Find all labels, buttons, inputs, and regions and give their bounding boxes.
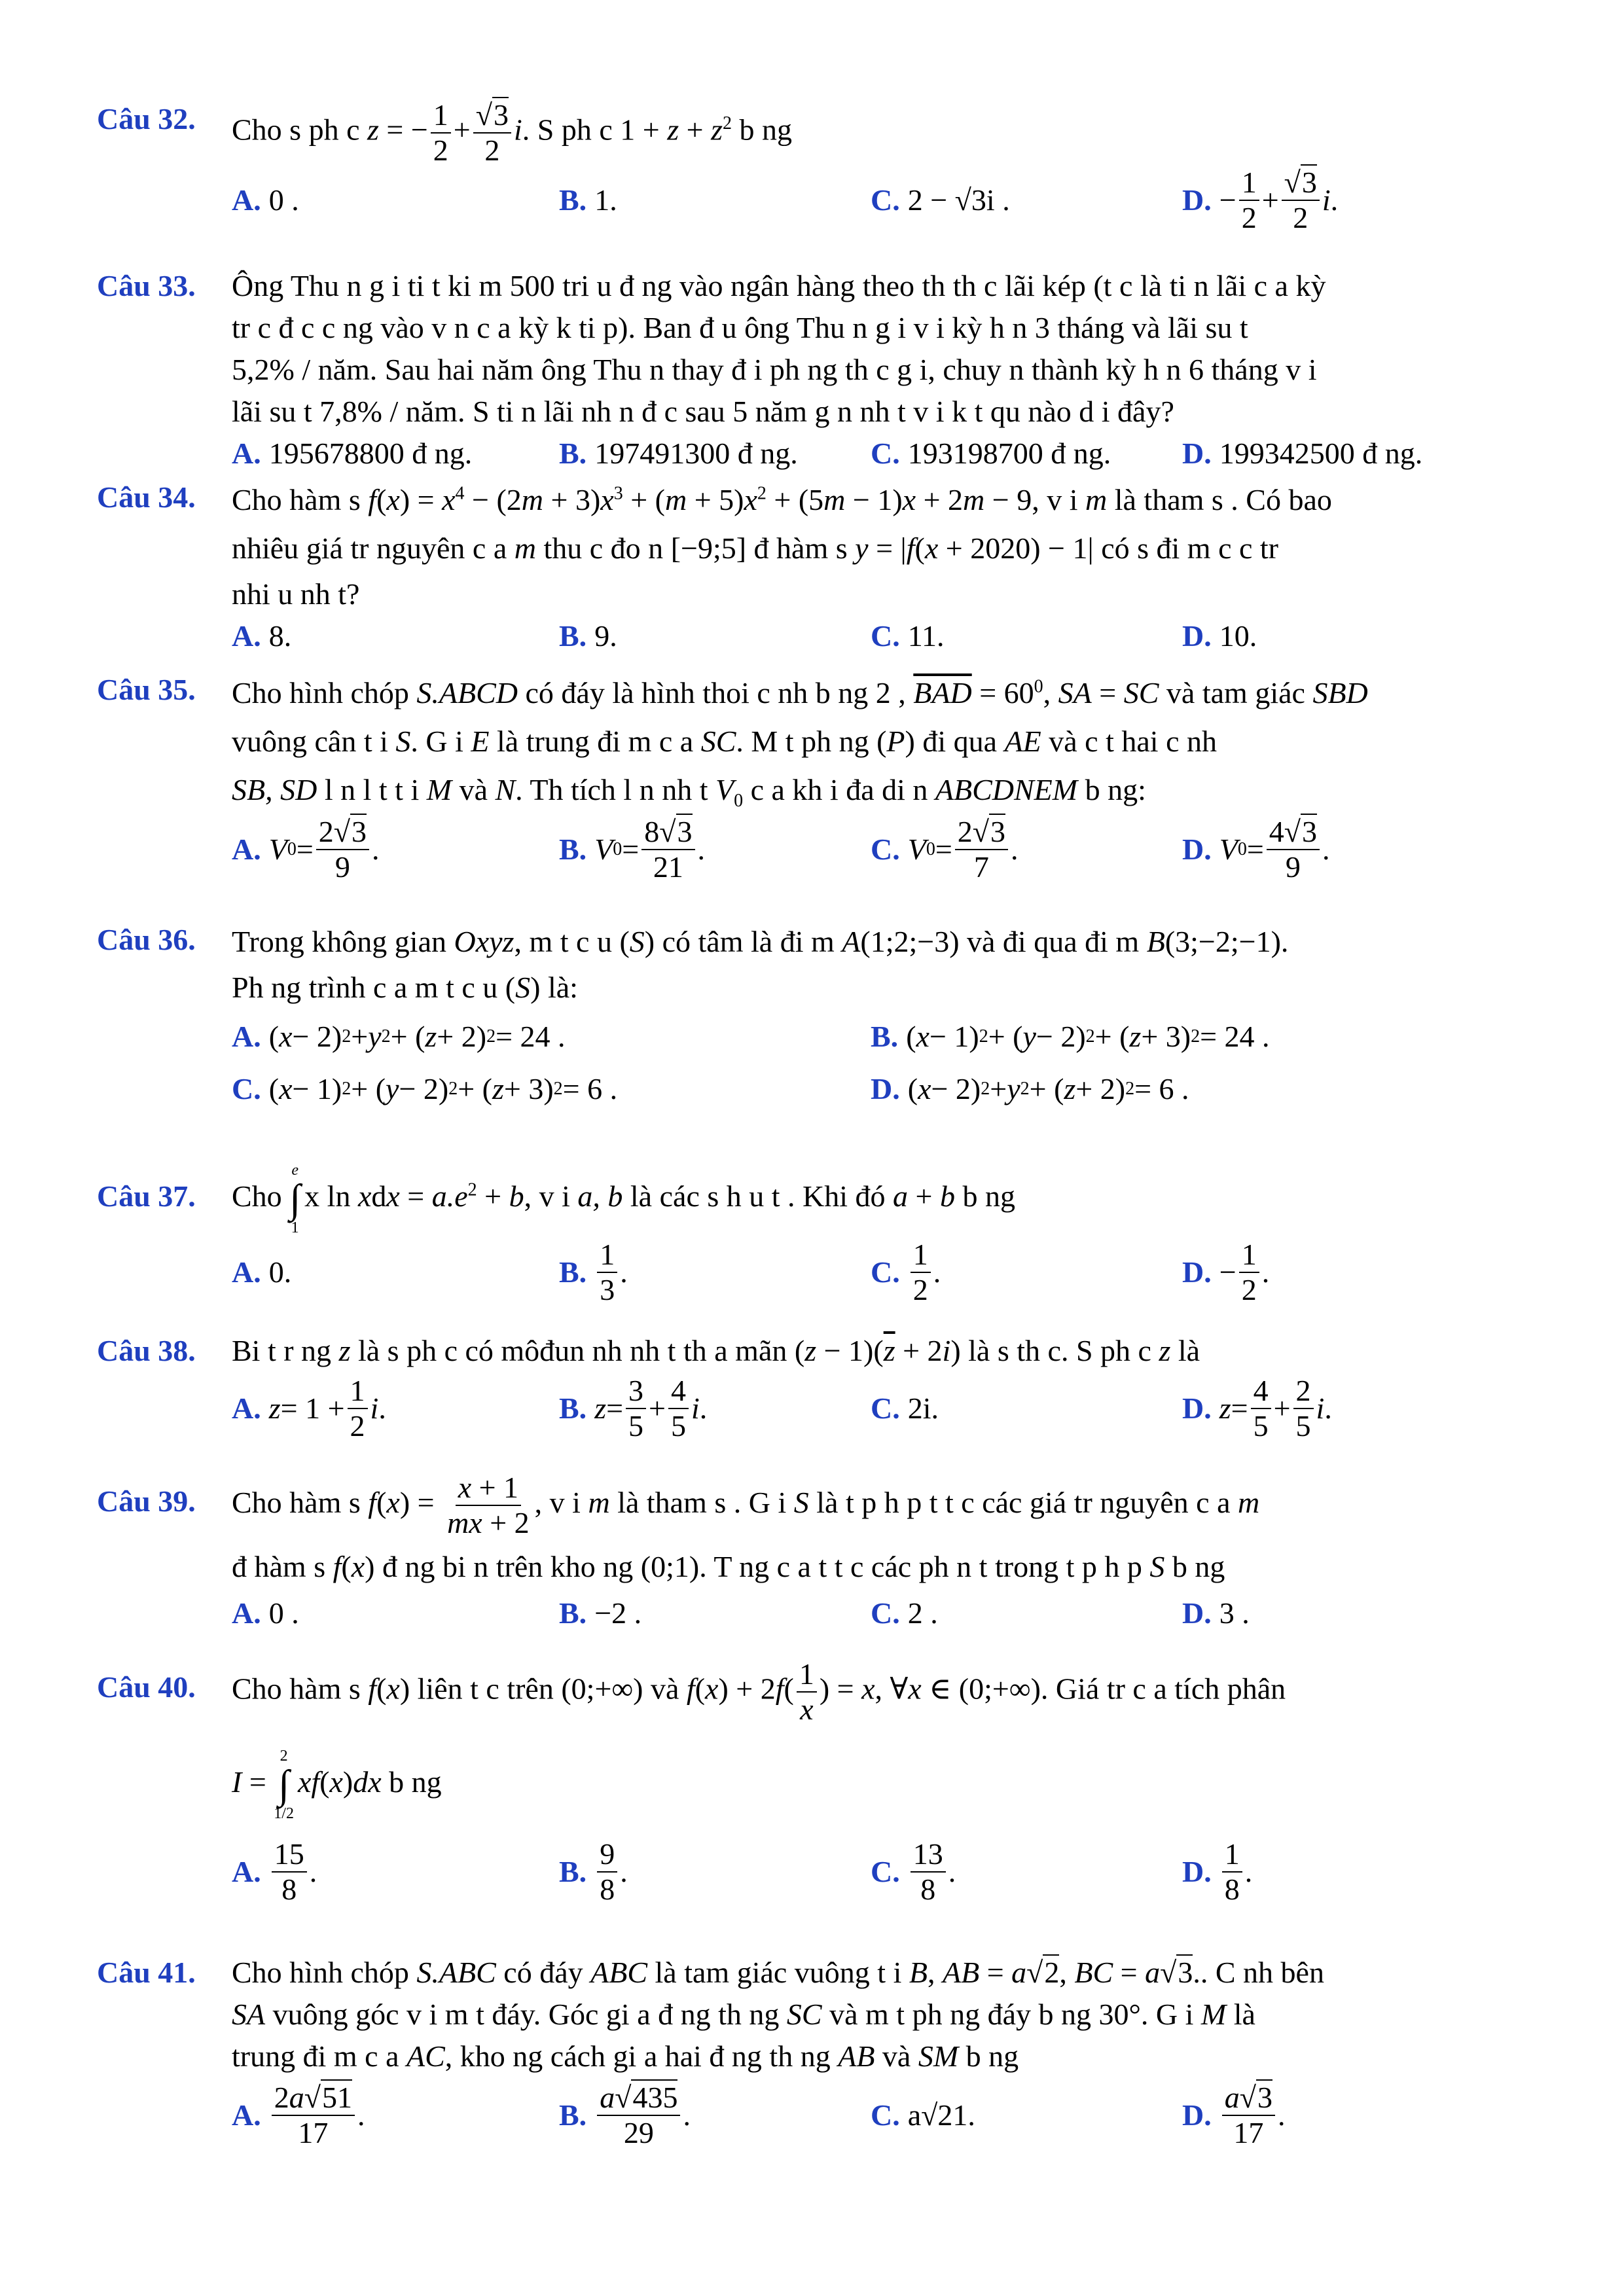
question-number: Câu 34. — [97, 480, 196, 514]
option-b[interactable]: B. 9. — [559, 619, 617, 653]
question-37: Câu 37. Cho e ∫ 1 x ln xdx = $a.e^2 + b$, v i a, b là các s h u t . Khi đó a + b b ng A. 0. B. 1 3 . C. 1 2 . D. − 1 2 . — [97, 1157, 1537, 1308]
option-d[interactable]: D. − 1 2 + √3 2 i . — [1182, 166, 1339, 234]
question-number: Câu 41. — [97, 1956, 196, 1989]
question-38: Câu 38. Bi t r ng z là s ph c có môđun nh nh t th a mãn $(z - 1)(\overline{z} + 2i)$ là s th c. S ph c z là A. z = 1 + 1 2 i . B. z = 3 5 + 4 5 i . C. 2i. D. z = 4 5 + 2 5 i . — [97, 1330, 1537, 1445]
option-d[interactable]: D. − 1 2 . — [1182, 1238, 1270, 1307]
option-a[interactable]: A. ( x − 2) 2 + y 2 + ( z + 2) 2 = 24 . — [232, 1020, 566, 1053]
option-c[interactable]: C. 13 8 . — [871, 1837, 956, 1906]
option-d[interactable]: D. ( x − 2) 2 + y 2 + ( z + 2) 2 = 6 . — [871, 1072, 1189, 1105]
question-33: Câu 33. Ông Thu n g i ti t ki m 500 tri u đ ng vào ngân hàng theo th th c lãi kép (t c là ti n lãi c a kỳ tr c đ c c ng vào v n c a kỳ k ti p). Ban đ u ông Thu n g i v i kỳ h n 3 tháng và lãi su t 5,2% / năm. Sau hai năm ông Thu n thay đ i ph ng th c g i, chuy n thành kỳ h n 6 tháng v i lãi su t 7,8% / năm. S ti n lãi nh n đ c sau 5 năm g n nh t v i k t qu nào d i đây? A. 195678800 đ ng. B. 197491300 đ ng. C. 193198700 đ ng. D. 199342500 đ ng. — [97, 265, 1537, 475]
option-c[interactable]: C. 2 − √3i . — [871, 183, 1010, 217]
question-number: Câu 32. — [97, 102, 196, 135]
option-a[interactable]: A. z = 1 + 1 2 i . — [232, 1374, 386, 1443]
option-b[interactable]: B. 9 8 . — [559, 1837, 628, 1906]
question-number: Câu 36. — [97, 923, 196, 956]
question-32: Câu 32. Cho s ph c z = − $\frac{1}{2}$ + $\frac{√3}{2}$ i. S ph c $1 + z + z^2$ b ng A. 0 . B. 1. C. 2 − √3i . D. − 1 2 + √3 2 i . — [97, 98, 1339, 234]
option-c[interactable]: C. V 0 = 2√3 7 . — [871, 815, 1019, 884]
option-c[interactable]: C. 11. — [871, 619, 945, 653]
option-d[interactable]: D. 3 . — [1182, 1596, 1250, 1630]
option-b[interactable]: B. 1. — [559, 183, 617, 217]
question-40: Câu 40. Cho hàm s f(x) liên t c trên (0;+∞) và f(x) + 2f( $\frac{1}{x}$ ) = x, ∀x ∈ (0;+∞). Giá tr c a tích phân I = 2 ∫ 1/2 xf(x)dx b ng A. 15 8 . B. 9 8 . C. 13 8 . D. 1 8 . — [97, 1657, 1286, 1906]
option-a[interactable]: A. 2a√51 17 . — [232, 2081, 365, 2149]
question-number: Câu 33. — [97, 269, 196, 302]
option-a[interactable]: A. V 0 = 2√3 9 . — [232, 815, 380, 884]
option-c[interactable]: C. ( x − 1) 2 + ( y − 2) 2 + ( z + 3) 2 = 6 . — [232, 1072, 618, 1105]
question-number: Câu 35. — [97, 673, 196, 706]
question-number: Câu 38. — [97, 1334, 196, 1367]
question-text: Cho s ph c — [232, 113, 367, 147]
question-36: Câu 36. Trong không gian Oxyz, m t c u (S) có tâm là đi m A(1;2;−3) và đi qua đi m B(3;−2;−1). Ph ng trình c a m t c u (S) là: A. ( x − 2) 2 + y 2 + ( z + 2) 2 = 24 . B. ( x − 1) 2 + ( y − 2) 2 + ( z + 3) 2 = 24 . C. ( x − 1) 2 + ( y − 2) 2 + ( z + 3) 2 = 6 . D. ( x − 2) 2 + y 2 + ( z + 2) 2 = 6 . — [97, 919, 1537, 1115]
option-a[interactable]: A. 195678800 đ ng. — [232, 437, 473, 470]
option-b[interactable]: B. −2 . — [559, 1596, 642, 1630]
option-c[interactable]: C. 2i. — [871, 1391, 939, 1425]
question-35: Câu 35. Cho hình chóp S.ABCD có đáy là hình thoi c nh b ng 2 , $\overline{BAD} = 60^0$, SA = SC và tam giác SBD vuông cân t i S. G i E là trung đi m c a SC. M t ph ng (P) đi qua AE và c t hai c nh SB, SD l n l t t i M và N. Th tích l n nh t $V_0$ c a kh i đa di n ABCDNEM b ng: A. V 0 = 2√3 9 . B. V 0 = 8√3 21 . C. V 0 = 2√3 7 . D. V 0 = 4√3 9 . — [97, 669, 1537, 885]
option-d[interactable]: D. 10. — [1182, 619, 1257, 653]
option-b[interactable]: B. 197491300 đ ng. — [559, 437, 798, 470]
option-d[interactable]: D. 1 8 . — [1182, 1837, 1253, 1906]
question-number: Câu 39. — [97, 1484, 196, 1518]
option-c[interactable]: C. 2 . — [871, 1596, 938, 1630]
option-b[interactable]: B. V 0 = 8√3 21 . — [559, 815, 705, 884]
option-a[interactable]: A. 15 8 . — [232, 1837, 317, 1906]
option-a[interactable]: A. 0 . — [232, 183, 299, 217]
option-c[interactable]: C. 1 2 . — [871, 1238, 941, 1307]
option-a[interactable]: A. 8. — [232, 619, 292, 653]
question-number: Câu 40. — [97, 1670, 196, 1704]
option-a[interactable]: A. 0. — [232, 1255, 292, 1289]
option-d[interactable]: D. z = 4 5 + 2 5 i . — [1182, 1374, 1332, 1443]
option-b[interactable]: B. z = 3 5 + 4 5 i . — [559, 1374, 708, 1443]
question-41: Câu 41. Cho hình chóp S.ABC có đáy ABC là tam giác vuông t i B, AB = a√2, BC = a√3.. C nh bên SA vuông góc v i m t đáy. Góc gi a đ ng th ng SC và m t ph ng đáy b ng 30°. G i M là trung đi m c a AC, kho ng cách gi a hai đ ng th ng AB và SM b ng A. 2a√51 17 . B. a√435 29 . C. a√21. D. a√3 17 . — [97, 1952, 1537, 2153]
question-34: Câu 34. Cho hàm s $f(x) = x^4 - (2m + 3)x^3 + (m + 5)x^2 + (5m - 1)x + 2m - 9$, v i m là tham s . Có bao nhiêu giá tr nguyên c a m thu c đo n [−9;5] đ hàm s y = |f(x + 2020) − 1| có s đi m c c tr nhi u nh t? A. 8. B. 9. C. 11. D. 10. — [97, 476, 1537, 657]
option-c[interactable]: C. 193198700 đ ng. — [871, 437, 1111, 470]
option-b[interactable]: B. 1 3 . — [559, 1238, 628, 1307]
question-number: Câu 37. — [97, 1179, 196, 1213]
question-39: Câu 39. Cho hàm s f(x) = $\frac{x + 1}{mx + 2}$ , v i m là tham s . G i S là t p h p t t c các giá tr nguyên c a m đ hàm s f(x) đ ng bi n trên kho ng (0;1). T ng c a t t c các ph n t trong t p h p S b ng A. 0 . B. −2 . C. 2 . D. 3 . — [97, 1470, 1537, 1633]
option-b[interactable]: B. ( x − 1) 2 + ( y − 2) 2 + ( z + 3) 2 = 24 . — [871, 1020, 1270, 1053]
option-d[interactable]: D. a√3 17 . — [1182, 2081, 1286, 2149]
option-b[interactable]: B. a√435 29 . — [559, 2081, 691, 2149]
option-d[interactable]: D. 199342500 đ ng. — [1182, 437, 1423, 470]
option-a[interactable]: A. 0 . — [232, 1596, 299, 1630]
option-c[interactable]: C. a√21. — [871, 2098, 975, 2132]
option-d[interactable]: D. V 0 = 4√3 9 . — [1182, 815, 1330, 884]
